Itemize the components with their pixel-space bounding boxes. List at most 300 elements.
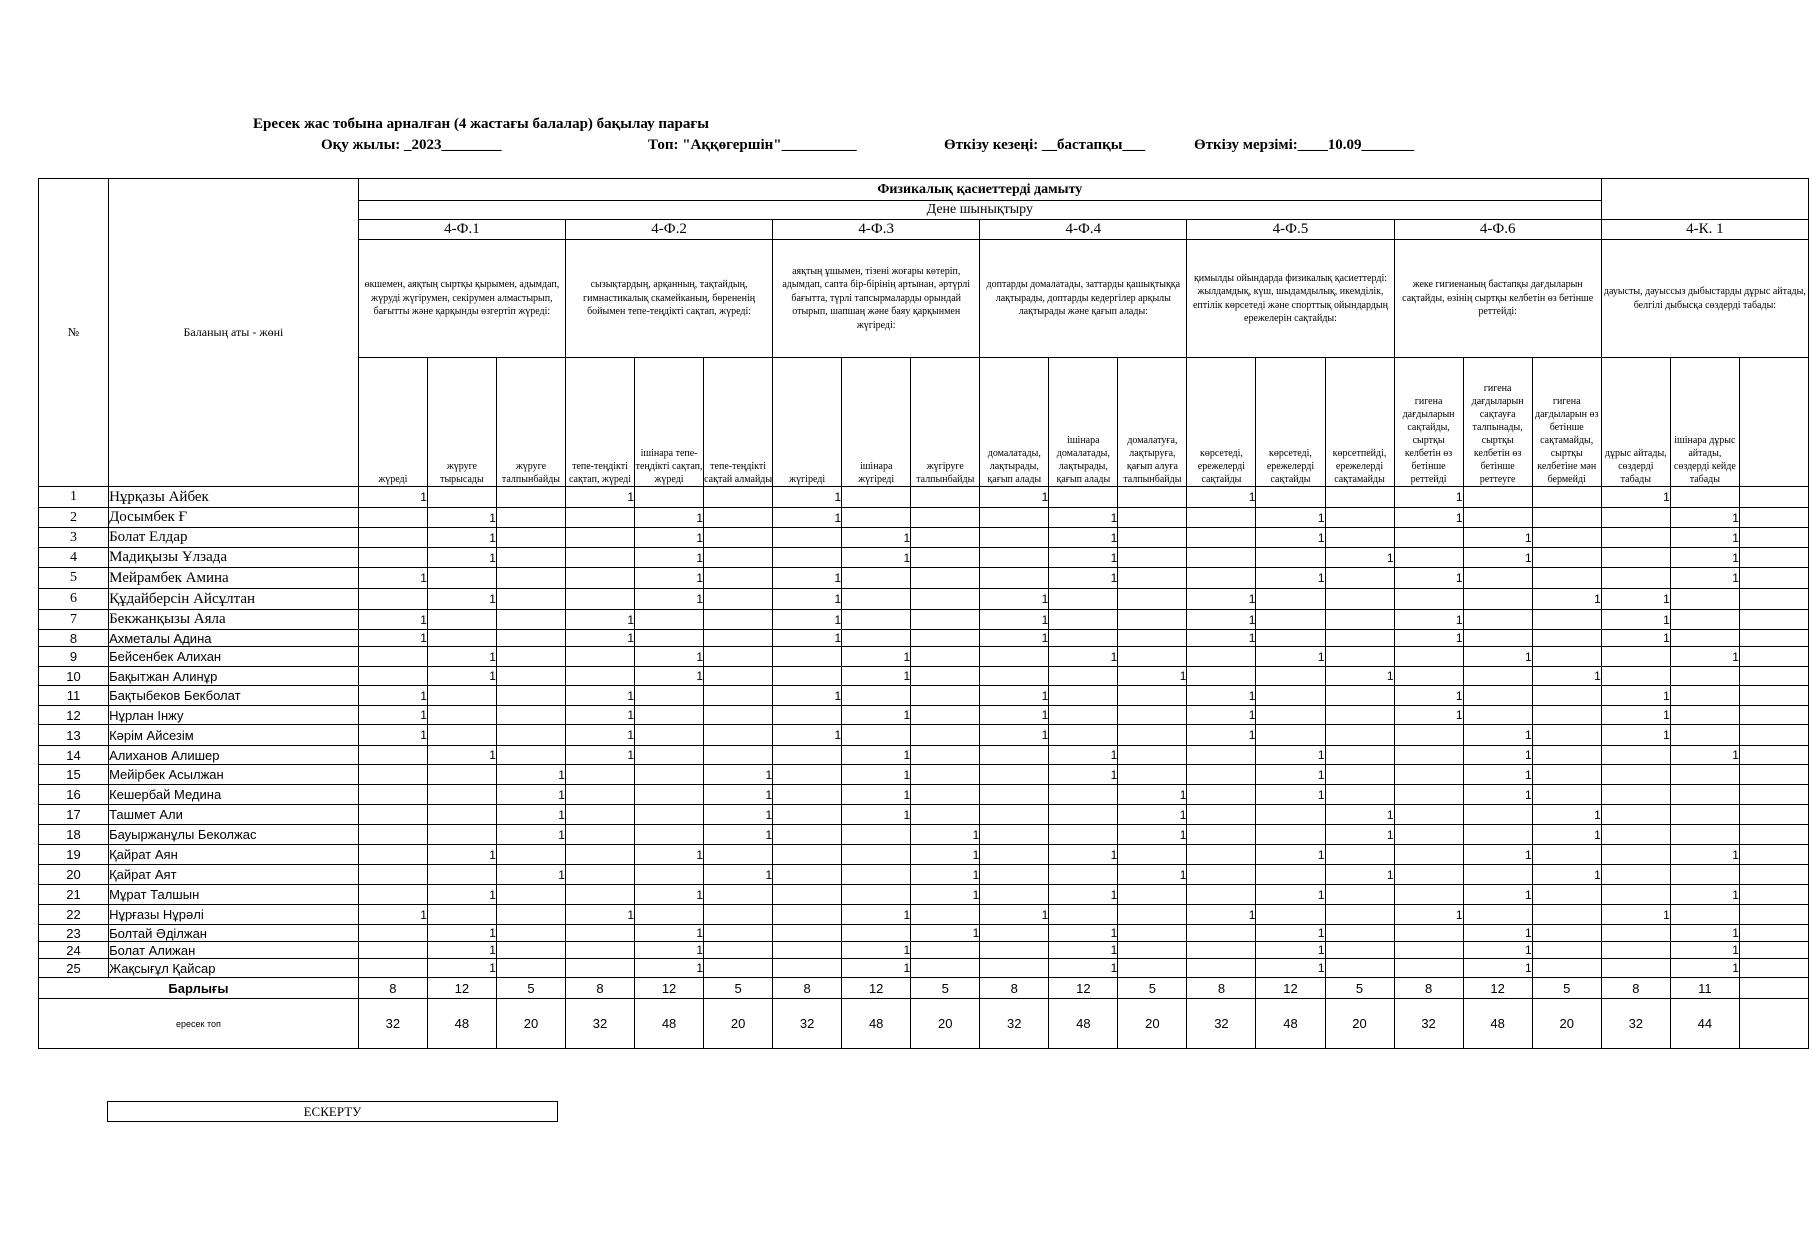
mark-cell[interactable]: 1	[635, 925, 704, 942]
mark-cell[interactable]: 1	[427, 845, 496, 865]
mark-cell[interactable]	[1739, 746, 1808, 765]
mark-cell[interactable]: 1	[1187, 610, 1256, 630]
mark-cell[interactable]: 1	[1325, 548, 1394, 568]
mark-cell[interactable]	[1256, 610, 1325, 630]
mark-cell[interactable]: 1	[635, 647, 704, 667]
mark-cell[interactable]	[1325, 647, 1394, 667]
mark-cell[interactable]	[911, 647, 980, 667]
mark-cell[interactable]	[1601, 885, 1670, 905]
mark-cell[interactable]	[842, 610, 911, 630]
mark-cell[interactable]	[496, 905, 565, 925]
mark-cell[interactable]	[1394, 589, 1463, 610]
mark-cell[interactable]: 1	[1670, 528, 1739, 548]
mark-cell[interactable]	[773, 746, 842, 765]
mark-cell[interactable]: 1	[1187, 905, 1256, 925]
mark-cell[interactable]	[1739, 548, 1808, 568]
mark-cell[interactable]: 1	[773, 725, 842, 746]
mark-cell[interactable]	[1532, 845, 1601, 865]
mark-cell[interactable]	[1739, 845, 1808, 865]
mark-cell[interactable]: 1	[1256, 785, 1325, 805]
mark-cell[interactable]	[1532, 630, 1601, 647]
mark-cell[interactable]: 1	[773, 568, 842, 589]
mark-cell[interactable]: 1	[1256, 885, 1325, 905]
mark-cell[interactable]	[1601, 647, 1670, 667]
mark-cell[interactable]: 1	[1118, 825, 1187, 845]
mark-cell[interactable]: 1	[1049, 845, 1118, 865]
mark-cell[interactable]: 1	[1049, 942, 1118, 959]
mark-cell[interactable]	[358, 942, 427, 959]
mark-cell[interactable]: 1	[1670, 746, 1739, 765]
mark-cell[interactable]	[1256, 706, 1325, 725]
mark-cell[interactable]	[1532, 746, 1601, 765]
mark-cell[interactable]: 1	[1601, 706, 1670, 725]
mark-cell[interactable]: 1	[1394, 905, 1463, 925]
mark-cell[interactable]	[911, 589, 980, 610]
mark-cell[interactable]	[1118, 746, 1187, 765]
mark-cell[interactable]	[427, 805, 496, 825]
mark-cell[interactable]	[1532, 647, 1601, 667]
mark-cell[interactable]	[773, 667, 842, 686]
mark-cell[interactable]: 1	[427, 528, 496, 548]
mark-cell[interactable]	[1049, 667, 1118, 686]
mark-cell[interactable]	[1670, 905, 1739, 925]
mark-cell[interactable]	[358, 667, 427, 686]
mark-cell[interactable]: 1	[1532, 825, 1601, 845]
mark-cell[interactable]: 1	[1670, 845, 1739, 865]
mark-cell[interactable]	[1187, 942, 1256, 959]
mark-cell[interactable]	[1739, 487, 1808, 508]
mark-cell[interactable]: 1	[427, 942, 496, 959]
mark-cell[interactable]: 1	[1325, 865, 1394, 885]
mark-cell[interactable]: 1	[635, 589, 704, 610]
mark-cell[interactable]	[358, 865, 427, 885]
mark-cell[interactable]: 1	[1601, 686, 1670, 706]
mark-cell[interactable]	[1118, 959, 1187, 978]
mark-cell[interactable]	[496, 647, 565, 667]
mark-cell[interactable]	[980, 508, 1049, 528]
mark-cell[interactable]	[1394, 805, 1463, 825]
mark-cell[interactable]	[842, 630, 911, 647]
mark-cell[interactable]	[1118, 610, 1187, 630]
mark-cell[interactable]	[1049, 865, 1118, 885]
mark-cell[interactable]	[1187, 548, 1256, 568]
mark-cell[interactable]: 1	[427, 508, 496, 528]
mark-cell[interactable]: 1	[1256, 959, 1325, 978]
mark-cell[interactable]	[565, 805, 634, 825]
mark-cell[interactable]	[911, 548, 980, 568]
mark-cell[interactable]: 1	[496, 825, 565, 845]
mark-cell[interactable]: 1	[911, 885, 980, 905]
mark-cell[interactable]	[1739, 959, 1808, 978]
mark-cell[interactable]: 1	[1463, 765, 1532, 785]
mark-cell[interactable]	[427, 487, 496, 508]
mark-cell[interactable]: 1	[842, 528, 911, 548]
mark-cell[interactable]	[635, 765, 704, 785]
mark-cell[interactable]	[773, 647, 842, 667]
mark-cell[interactable]	[1601, 865, 1670, 885]
mark-cell[interactable]: 1	[1049, 568, 1118, 589]
mark-cell[interactable]	[842, 487, 911, 508]
mark-cell[interactable]	[842, 568, 911, 589]
mark-cell[interactable]	[496, 746, 565, 765]
mark-cell[interactable]	[1463, 825, 1532, 845]
mark-cell[interactable]	[1532, 610, 1601, 630]
mark-cell[interactable]	[1394, 725, 1463, 746]
mark-cell[interactable]	[1532, 528, 1601, 548]
mark-cell[interactable]	[1118, 942, 1187, 959]
mark-cell[interactable]	[704, 925, 773, 942]
mark-cell[interactable]	[1325, 686, 1394, 706]
mark-cell[interactable]	[911, 528, 980, 548]
mark-cell[interactable]	[427, 610, 496, 630]
mark-cell[interactable]: 1	[635, 845, 704, 865]
mark-cell[interactable]: 1	[1256, 925, 1325, 942]
mark-cell[interactable]: 1	[842, 785, 911, 805]
mark-cell[interactable]	[1532, 568, 1601, 589]
mark-cell[interactable]	[565, 925, 634, 942]
mark-cell[interactable]: 1	[1256, 765, 1325, 785]
mark-cell[interactable]	[704, 630, 773, 647]
mark-cell[interactable]	[496, 487, 565, 508]
mark-cell[interactable]	[1325, 589, 1394, 610]
mark-cell[interactable]	[1325, 528, 1394, 548]
mark-cell[interactable]	[1739, 568, 1808, 589]
mark-cell[interactable]: 1	[427, 885, 496, 905]
mark-cell[interactable]	[773, 765, 842, 785]
mark-cell[interactable]	[1463, 865, 1532, 885]
mark-cell[interactable]: 1	[980, 686, 1049, 706]
mark-cell[interactable]	[1670, 725, 1739, 746]
mark-cell[interactable]	[773, 885, 842, 905]
mark-cell[interactable]	[1118, 686, 1187, 706]
mark-cell[interactable]	[1601, 667, 1670, 686]
mark-cell[interactable]: 1	[1256, 746, 1325, 765]
mark-cell[interactable]: 1	[1049, 885, 1118, 905]
mark-cell[interactable]	[980, 528, 1049, 548]
mark-cell[interactable]: 1	[980, 905, 1049, 925]
mark-cell[interactable]	[1118, 885, 1187, 905]
mark-cell[interactable]	[565, 508, 634, 528]
mark-cell[interactable]	[1118, 905, 1187, 925]
mark-cell[interactable]	[1256, 589, 1325, 610]
mark-cell[interactable]	[496, 959, 565, 978]
mark-cell[interactable]	[427, 765, 496, 785]
mark-cell[interactable]	[1463, 487, 1532, 508]
mark-cell[interactable]	[1187, 885, 1256, 905]
mark-cell[interactable]	[704, 548, 773, 568]
mark-cell[interactable]	[1463, 905, 1532, 925]
mark-cell[interactable]: 1	[1118, 805, 1187, 825]
mark-cell[interactable]: 1	[1118, 667, 1187, 686]
mark-cell[interactable]	[773, 805, 842, 825]
mark-cell[interactable]: 1	[980, 706, 1049, 725]
mark-cell[interactable]	[842, 865, 911, 885]
mark-cell[interactable]: 1	[842, 667, 911, 686]
mark-cell[interactable]	[1049, 630, 1118, 647]
mark-cell[interactable]	[1394, 785, 1463, 805]
mark-cell[interactable]	[1532, 959, 1601, 978]
mark-cell[interactable]: 1	[1325, 805, 1394, 825]
mark-cell[interactable]: 1	[842, 805, 911, 825]
mark-cell[interactable]: 1	[1670, 942, 1739, 959]
mark-cell[interactable]: 1	[1118, 865, 1187, 885]
mark-cell[interactable]	[1256, 487, 1325, 508]
mark-cell[interactable]	[1049, 725, 1118, 746]
mark-cell[interactable]: 1	[1049, 508, 1118, 528]
mark-cell[interactable]	[1118, 706, 1187, 725]
mark-cell[interactable]: 1	[1187, 487, 1256, 508]
mark-cell[interactable]	[980, 765, 1049, 785]
mark-cell[interactable]: 1	[1187, 725, 1256, 746]
mark-cell[interactable]	[427, 568, 496, 589]
mark-cell[interactable]: 1	[1463, 925, 1532, 942]
mark-cell[interactable]: 1	[1670, 959, 1739, 978]
mark-cell[interactable]	[980, 805, 1049, 825]
mark-cell[interactable]: 1	[1670, 568, 1739, 589]
mark-cell[interactable]	[1325, 568, 1394, 589]
mark-cell[interactable]: 1	[427, 589, 496, 610]
mark-cell[interactable]	[980, 647, 1049, 667]
mark-cell[interactable]	[1118, 548, 1187, 568]
mark-cell[interactable]: 1	[1256, 568, 1325, 589]
mark-cell[interactable]: 1	[1463, 725, 1532, 746]
mark-cell[interactable]	[1739, 805, 1808, 825]
mark-cell[interactable]	[496, 725, 565, 746]
mark-cell[interactable]	[842, 825, 911, 845]
mark-cell[interactable]	[1118, 630, 1187, 647]
mark-cell[interactable]	[1187, 825, 1256, 845]
mark-cell[interactable]: 1	[842, 548, 911, 568]
mark-cell[interactable]	[1739, 647, 1808, 667]
mark-cell[interactable]	[358, 508, 427, 528]
mark-cell[interactable]	[358, 528, 427, 548]
mark-cell[interactable]	[1187, 785, 1256, 805]
mark-cell[interactable]: 1	[565, 686, 634, 706]
mark-cell[interactable]	[358, 785, 427, 805]
mark-cell[interactable]	[1325, 765, 1394, 785]
mark-cell[interactable]	[911, 686, 980, 706]
mark-cell[interactable]	[427, 725, 496, 746]
mark-cell[interactable]: 1	[1394, 706, 1463, 725]
mark-cell[interactable]	[1394, 765, 1463, 785]
mark-cell[interactable]	[1256, 667, 1325, 686]
mark-cell[interactable]	[980, 845, 1049, 865]
mark-cell[interactable]: 1	[1532, 589, 1601, 610]
mark-cell[interactable]	[1049, 905, 1118, 925]
mark-cell[interactable]: 1	[1463, 785, 1532, 805]
mark-cell[interactable]	[1118, 487, 1187, 508]
mark-cell[interactable]: 1	[427, 959, 496, 978]
mark-cell[interactable]	[980, 959, 1049, 978]
mark-cell[interactable]	[427, 905, 496, 925]
mark-cell[interactable]	[1394, 942, 1463, 959]
mark-cell[interactable]	[1394, 865, 1463, 885]
mark-cell[interactable]	[1739, 942, 1808, 959]
mark-cell[interactable]	[704, 845, 773, 865]
mark-cell[interactable]	[1256, 805, 1325, 825]
mark-cell[interactable]	[773, 548, 842, 568]
mark-cell[interactable]	[704, 905, 773, 925]
mark-cell[interactable]: 1	[842, 959, 911, 978]
mark-cell[interactable]	[358, 805, 427, 825]
mark-cell[interactable]: 1	[1463, 942, 1532, 959]
mark-cell[interactable]: 1	[1256, 845, 1325, 865]
mark-cell[interactable]	[1394, 959, 1463, 978]
mark-cell[interactable]	[496, 885, 565, 905]
mark-cell[interactable]	[1463, 706, 1532, 725]
mark-cell[interactable]	[980, 568, 1049, 589]
mark-cell[interactable]	[1532, 508, 1601, 528]
mark-cell[interactable]	[565, 959, 634, 978]
mark-cell[interactable]: 1	[565, 610, 634, 630]
mark-cell[interactable]	[704, 610, 773, 630]
mark-cell[interactable]	[1739, 706, 1808, 725]
mark-cell[interactable]: 1	[635, 885, 704, 905]
mark-cell[interactable]: 1	[1463, 746, 1532, 765]
mark-cell[interactable]	[1463, 589, 1532, 610]
mark-cell[interactable]	[496, 686, 565, 706]
mark-cell[interactable]: 1	[1325, 667, 1394, 686]
mark-cell[interactable]	[911, 706, 980, 725]
mark-cell[interactable]	[1739, 630, 1808, 647]
mark-cell[interactable]: 1	[565, 746, 634, 765]
mark-cell[interactable]	[565, 845, 634, 865]
mark-cell[interactable]: 1	[635, 942, 704, 959]
mark-cell[interactable]	[427, 785, 496, 805]
mark-cell[interactable]: 1	[496, 765, 565, 785]
mark-cell[interactable]	[911, 610, 980, 630]
mark-cell[interactable]	[980, 825, 1049, 845]
mark-cell[interactable]: 1	[1049, 925, 1118, 942]
mark-cell[interactable]	[635, 825, 704, 845]
mark-cell[interactable]	[427, 865, 496, 885]
mark-cell[interactable]	[1325, 487, 1394, 508]
mark-cell[interactable]: 1	[358, 568, 427, 589]
mark-cell[interactable]	[1325, 785, 1394, 805]
mark-cell[interactable]	[1256, 686, 1325, 706]
mark-cell[interactable]	[565, 647, 634, 667]
mark-cell[interactable]	[427, 706, 496, 725]
mark-cell[interactable]: 1	[1256, 647, 1325, 667]
mark-cell[interactable]: 1	[1670, 647, 1739, 667]
mark-cell[interactable]: 1	[1463, 959, 1532, 978]
mark-cell[interactable]: 1	[1187, 630, 1256, 647]
mark-cell[interactable]: 1	[1049, 548, 1118, 568]
mark-cell[interactable]	[1118, 845, 1187, 865]
mark-cell[interactable]: 1	[1325, 825, 1394, 845]
mark-cell[interactable]	[496, 589, 565, 610]
mark-cell[interactable]	[1739, 785, 1808, 805]
mark-cell[interactable]	[704, 706, 773, 725]
mark-cell[interactable]	[911, 725, 980, 746]
mark-cell[interactable]	[1187, 528, 1256, 548]
mark-cell[interactable]	[427, 825, 496, 845]
mark-cell[interactable]	[358, 925, 427, 942]
mark-cell[interactable]	[1601, 785, 1670, 805]
mark-cell[interactable]	[635, 746, 704, 765]
mark-cell[interactable]: 1	[1049, 528, 1118, 548]
mark-cell[interactable]	[1739, 508, 1808, 528]
mark-cell[interactable]	[1049, 805, 1118, 825]
mark-cell[interactable]: 1	[427, 746, 496, 765]
mark-cell[interactable]: 1	[842, 942, 911, 959]
mark-cell[interactable]	[1325, 746, 1394, 765]
mark-cell[interactable]	[704, 487, 773, 508]
mark-cell[interactable]	[773, 942, 842, 959]
mark-cell[interactable]	[1463, 630, 1532, 647]
mark-cell[interactable]: 1	[1463, 885, 1532, 905]
mark-cell[interactable]	[1601, 528, 1670, 548]
mark-cell[interactable]	[565, 785, 634, 805]
mark-cell[interactable]: 1	[1463, 647, 1532, 667]
mark-cell[interactable]: 1	[1463, 845, 1532, 865]
mark-cell[interactable]	[1739, 725, 1808, 746]
mark-cell[interactable]	[565, 667, 634, 686]
mark-cell[interactable]	[704, 942, 773, 959]
mark-cell[interactable]	[1118, 925, 1187, 942]
mark-cell[interactable]	[842, 845, 911, 865]
mark-cell[interactable]: 1	[980, 725, 1049, 746]
mark-cell[interactable]	[1118, 765, 1187, 785]
mark-cell[interactable]: 1	[1049, 959, 1118, 978]
mark-cell[interactable]	[704, 686, 773, 706]
mark-cell[interactable]: 1	[704, 825, 773, 845]
mark-cell[interactable]	[1532, 885, 1601, 905]
mark-cell[interactable]: 1	[773, 487, 842, 508]
mark-cell[interactable]	[565, 942, 634, 959]
mark-cell[interactable]	[911, 487, 980, 508]
mark-cell[interactable]: 1	[842, 765, 911, 785]
mark-cell[interactable]	[496, 925, 565, 942]
mark-cell[interactable]	[1325, 630, 1394, 647]
mark-cell[interactable]: 1	[635, 508, 704, 528]
mark-cell[interactable]	[1325, 610, 1394, 630]
mark-cell[interactable]	[1187, 765, 1256, 785]
mark-cell[interactable]	[911, 630, 980, 647]
mark-cell[interactable]: 1	[1394, 487, 1463, 508]
mark-cell[interactable]	[1601, 805, 1670, 825]
mark-cell[interactable]	[911, 568, 980, 589]
mark-cell[interactable]	[1739, 610, 1808, 630]
mark-cell[interactable]	[773, 865, 842, 885]
mark-cell[interactable]	[1601, 845, 1670, 865]
mark-cell[interactable]: 1	[911, 845, 980, 865]
mark-cell[interactable]	[1532, 686, 1601, 706]
mark-cell[interactable]	[704, 885, 773, 905]
mark-cell[interactable]	[1670, 805, 1739, 825]
mark-cell[interactable]	[1601, 925, 1670, 942]
mark-cell[interactable]	[1532, 725, 1601, 746]
mark-cell[interactable]	[358, 845, 427, 865]
mark-cell[interactable]: 1	[911, 865, 980, 885]
mark-cell[interactable]	[1049, 487, 1118, 508]
mark-cell[interactable]	[1049, 610, 1118, 630]
mark-cell[interactable]	[1670, 865, 1739, 885]
mark-cell[interactable]: 1	[704, 805, 773, 825]
mark-cell[interactable]	[911, 508, 980, 528]
mark-cell[interactable]: 1	[1187, 686, 1256, 706]
mark-cell[interactable]	[773, 845, 842, 865]
mark-cell[interactable]	[1049, 825, 1118, 845]
mark-cell[interactable]: 1	[773, 508, 842, 528]
mark-cell[interactable]: 1	[565, 487, 634, 508]
mark-cell[interactable]: 1	[980, 589, 1049, 610]
mark-cell[interactable]	[496, 548, 565, 568]
mark-cell[interactable]: 1	[773, 589, 842, 610]
mark-cell[interactable]	[496, 630, 565, 647]
mark-cell[interactable]	[1739, 905, 1808, 925]
mark-cell[interactable]	[635, 785, 704, 805]
